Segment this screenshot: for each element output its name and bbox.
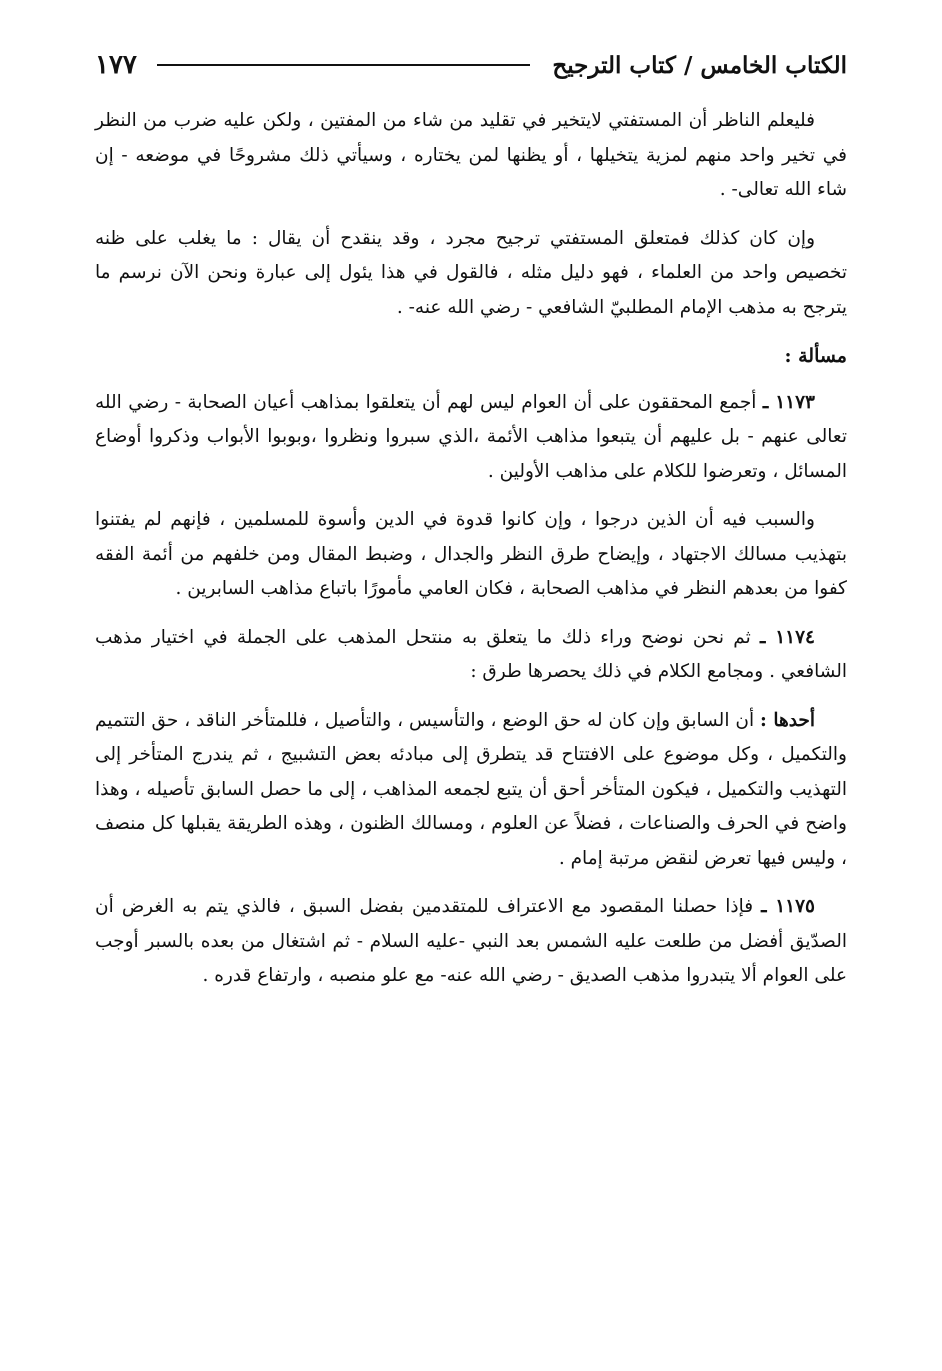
- section-heading: [95, 339, 847, 374]
- body-text: [95, 104, 847, 994]
- paragraph-text: فليعلم الناظر أن المستفتي لايتخير في تقليد من شاء من المفتين ، ولكن عليه ضرب من النظر في تخير واحد منهم لمزية يتخيلها ، أو يظنها لمن يختاره ، وسيأتي ذلك مشروحًا في موضعه - إن شاء الله تعالى- .: [95, 110, 847, 200]
- paragraph-text: أجمع المحققون على أن العوام ليس لهم أن يتعلقوا بمذاهب أعيان الصحابة - رضي الله تعالى عنهم - بل عليهم أن يتبعوا مذاهب الأئمة ،الذي سبروا ونظروا ،وبوبوا الأبواب وذكروا أوضاع المسائل ، وتعرضوا للكلام على مذاهب الأولين .: [95, 391, 847, 482]
- paragraph-text: والسبب فيه أن الذين درجوا ، وإن كانوا قدوة في الدين وأسوة للمسلمين ، فإنهم لم يفتنوا بتهذيب مسالك الاجتهاد ، وإيضاح طرق النظر والجدال ، وضبط المقال ومن خلفهم من أئمة الفقه كفوا من بعدهم النظر في مذاهب الصحابة ، فكان العامي مأمورًا باتباع مذاهب السابرين .: [95, 509, 847, 599]
- paragraph-first-path: [95, 704, 847, 877]
- page-number: ١٧٧: [95, 50, 137, 80]
- book-page: [95, 40, 847, 1340]
- paragraph-number: ١١٧٥ ـ: [761, 896, 815, 917]
- numbered-paragraph-1174: [95, 621, 847, 690]
- paragraph-lead: أحدها :: [760, 709, 815, 731]
- paragraph-5: [95, 503, 847, 607]
- paragraph-text: ثم نحن نوضح وراء ذلك ما يتعلق به منتحل المذهب على الجملة في اختيار مذهب الشافعي . ومجامع الكلام في ذلك يحصرها طرق :: [95, 626, 847, 682]
- paragraph-number: ١١٧٣ ـ: [762, 391, 815, 413]
- paragraph-1: [95, 104, 847, 208]
- running-title: الكتاب الخامس / كتاب الترجيح: [552, 51, 847, 79]
- header-rule: [157, 64, 530, 66]
- heading-text: مسألة :: [784, 345, 847, 367]
- paragraph-2: [95, 222, 847, 326]
- numbered-paragraph-1175: [95, 890, 847, 994]
- paragraph-text: وإن كان كذلك فمتعلق المستفتي ترجيح مجرد ، وقد ينقدح أن يقال : ما يغلب على ظنه تخصيص واحد من العلماء ، فهو دليل مثله ، فالقول في هذا يئول إلى عبارة ونحن الآن نرسم ما يترجح به مذهب الإمام المطلبيّ الشافعي - رضي الله عنه- .: [95, 227, 847, 318]
- paragraph-text: فإذا حصلنا المقصود مع الاعتراف للمتقدمين بفضل السبق ، فالذي يتم به الغرض أن الصدّيق أفضل من طلعت عليه الشمس بعد النبي -عليه السلام - ثم اشتغال من بعده بالسبر أوجب على العوام ألا يتبدروا مذهب الصديق - رضي الله عنه- مع علو منصبه ، وارتفاع قدره .: [95, 896, 847, 986]
- paragraph-number: ١١٧٤ ـ: [760, 626, 815, 648]
- running-header: [95, 40, 847, 90]
- paragraph-text: أن السابق وإن كان له حق الوضع ، والتأسيس ، والتأصيل ، فللمتأخر الناقد ، حق التتميم والتكميل ، وكل موضوع على الافتتاح قد يتطرق إلى مبادئه بعض التشبيج ، ثم يندرج المتأخر إلى التهذيب والتكميل ، فيكون المتأخر أحق أن يتبع لجمعه المذاهب ، إلى ما حصل السابق تأصيله ، وهذا واضح في الحرف والصناعات ، فضلاً عن العلوم ، ومسالك الظنون ، وهذه الطريقة يقبلها كل منصف ، وليس فيها تعرض لنقض مرتبة إمام .: [95, 709, 847, 869]
- numbered-paragraph-1173: [95, 386, 847, 490]
